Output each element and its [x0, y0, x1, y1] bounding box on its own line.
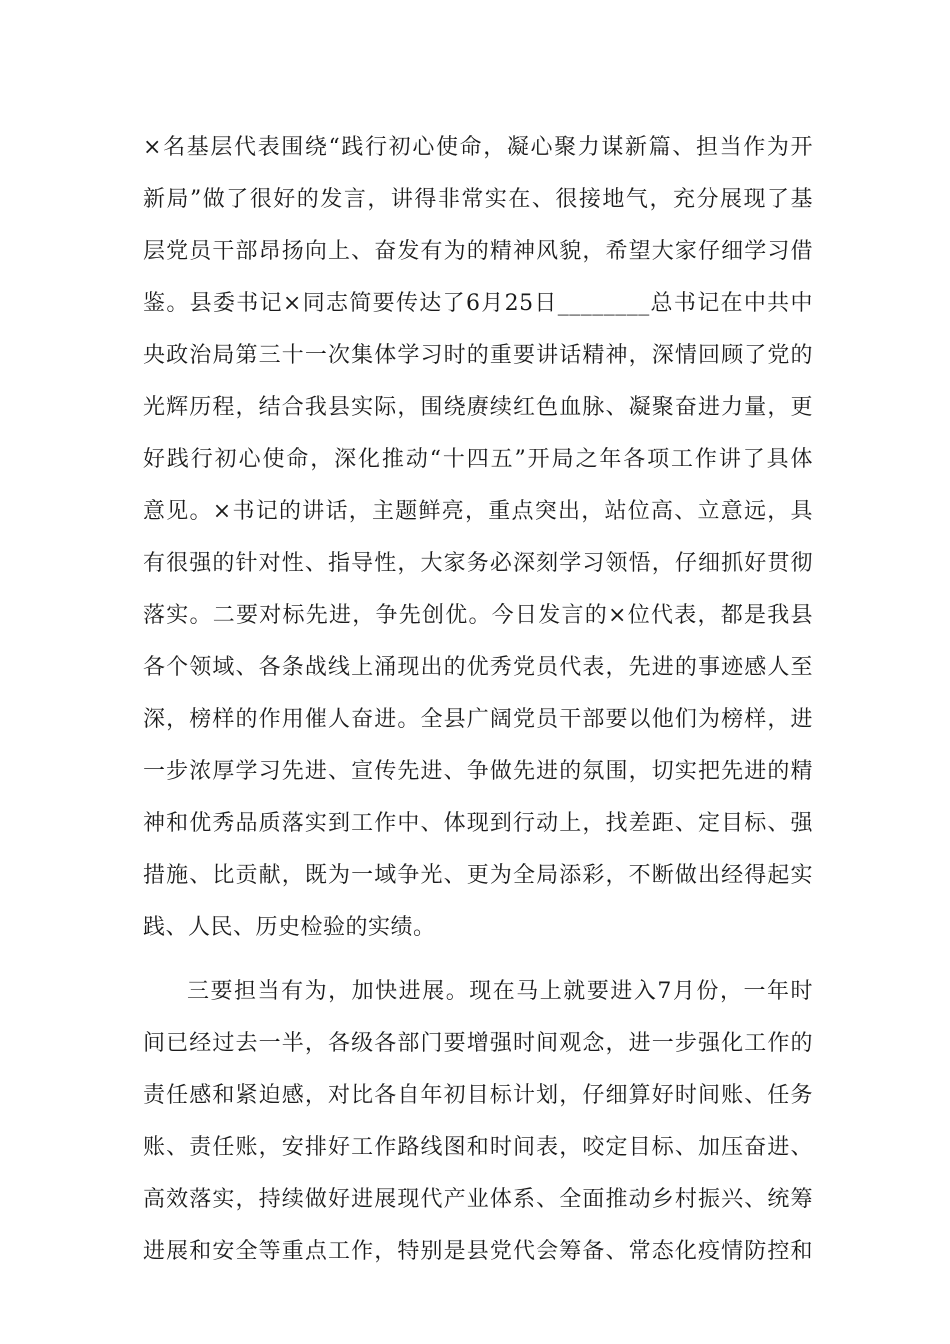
- text-line: 好践行初心使命，深化推动“十四五”开局之年各项工作讲了具体: [143, 447, 813, 472]
- text-line: 各个领域、各条战线上涌现出的优秀党员代表，先进的事迹感人至: [143, 655, 813, 680]
- text-line: 神和优秀品质落实到工作中、体现到行动上，找差距、定目标、强: [143, 811, 813, 836]
- text-line: 践、人民、历史检验的实绩。: [143, 915, 436, 940]
- text-line: 央政治局第三十一次集体学习时的重要讲话精神，深情回顾了党的: [143, 343, 813, 368]
- text-line: 一步浓厚学习先进、宣传先进、争做先进的氛围，切实把先进的精: [143, 759, 813, 784]
- text-line: 落实。二要对标先进，争先创优。今日发言的×位代表，都是我县: [143, 603, 813, 628]
- text-line: 深，榜样的作用催人奋进。全县广阔党员干部要以他们为榜样，进: [143, 707, 813, 732]
- text-line: 新局”做了很好的发言，讲得非常实在、很接地气，充分展现了基: [143, 187, 813, 212]
- text-line: 高效落实，持续做好进展现代产业体系、全面推动乡村振兴、统筹: [143, 1187, 813, 1212]
- text-line: 进展和安全等重点工作，特别是县党代会筹备、常态化疫情防控和: [143, 1239, 813, 1264]
- text-line: 光辉历程，结合我县实际，围绕赓续红色血脉、凝聚奋进力量，更: [143, 395, 813, 420]
- text-line: 责任感和紧迫感，对比各自年初目标计划，仔细算好时间账、任务: [143, 1083, 813, 1108]
- text-line: 鉴。县委书记×同志简要传达了6月25日________总书记在中共中: [143, 291, 813, 316]
- text-line: ×名基层代表围绕“践行初心使命，凝心聚力谋新篇、担当作为开: [143, 135, 813, 160]
- text-line: 有很强的针对性、指导性，大家务必深刻学习领悟，仔细抓好贯彻: [143, 551, 813, 576]
- text-line: 意见。×书记的讲话，主题鲜亮，重点突出，站位高、立意远，具: [143, 499, 813, 524]
- text-line: 间已经过去一半，各级各部门要增强时间观念，进一步强化工作的: [143, 1031, 813, 1056]
- paragraph-first-line: 三要担当有为，加快进展。现在马上就要进入7月份，一年时: [187, 979, 813, 1004]
- text-line: 层党员干部昂扬向上、奋发有为的精神风貌，希望大家仔细学习借: [143, 239, 813, 264]
- text-line: 措施、比贡献，既为一域争光、更为全局添彩，不断做出经得起实: [143, 863, 813, 888]
- text-line: 账、责任账，安排好工作路线图和时间表，咬定目标、加压奋进、: [143, 1135, 813, 1160]
